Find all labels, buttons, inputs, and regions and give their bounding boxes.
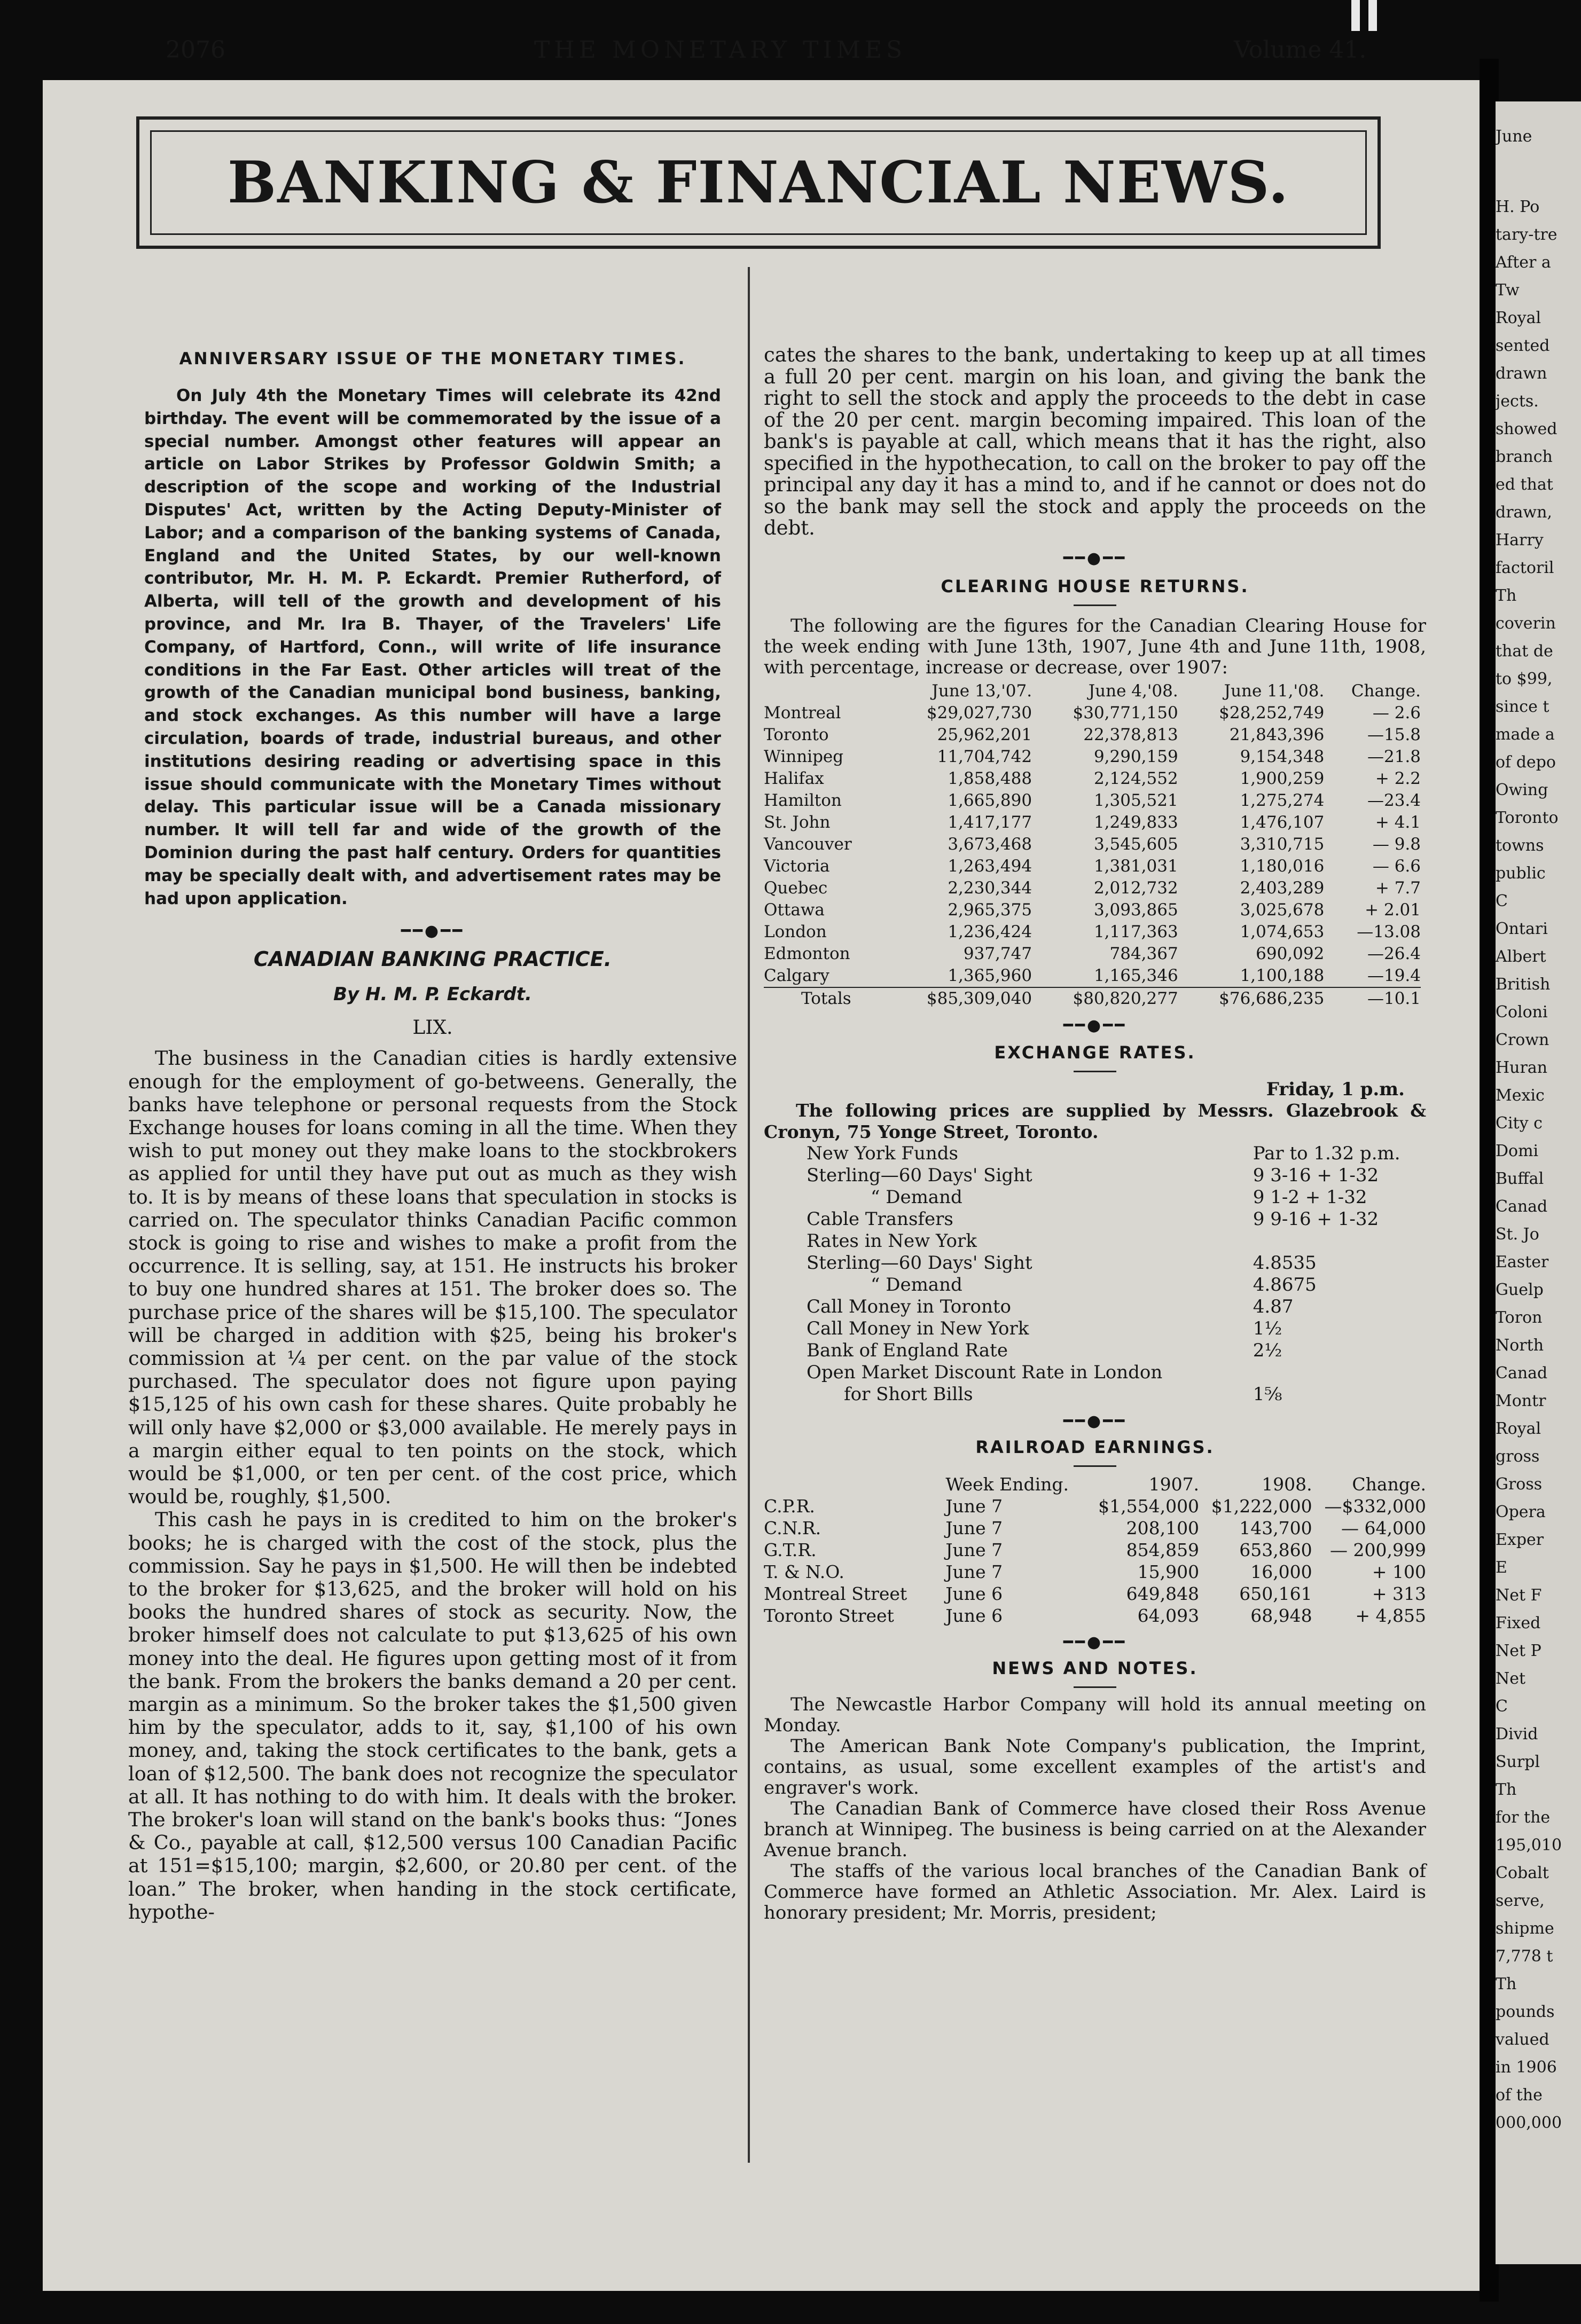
change-value: + 7.7 — [1375, 878, 1421, 898]
exchange-value: 9 1-2 + 1-32 — [1253, 1186, 1367, 1208]
earnings-1907: 649,848 — [1126, 1583, 1200, 1604]
column-rule — [748, 267, 750, 2163]
adjacent-page-line: Net F — [1496, 1586, 1542, 1605]
earnings-1907: $1,554,000 — [1098, 1495, 1200, 1517]
city-name: Calgary — [764, 965, 829, 985]
railroad-name: T. & N.O. — [764, 1561, 844, 1582]
city-name: Quebec — [764, 878, 828, 898]
adjacent-page-line: for the — [1496, 1808, 1551, 1827]
adjacent-page-line: Coloni — [1496, 1003, 1548, 1022]
ornament-divider: ━━●━━ — [1063, 548, 1127, 568]
section-title: BANKING & FINANCIAL NEWS. — [227, 149, 1290, 216]
news-item: The staffs of the various local branches of the Canadian Bank of Commerce have formed an Athletic Association. Mr. Alex. Laird is honorary president; Mr. Morris, president; — [764, 1860, 1426, 1923]
clearing-value: 1,417,177 — [948, 812, 1032, 832]
clearing-value: 1,365,960 — [948, 965, 1032, 985]
clearing-value: 3,673,468 — [948, 834, 1032, 854]
exchange-row — [807, 1187, 1437, 1208]
exchange-row — [807, 1318, 1437, 1340]
exchange-label: “ Demand — [871, 1274, 962, 1296]
earnings-change: —$332,000 — [1324, 1495, 1426, 1517]
city-name: Halifax — [764, 768, 824, 788]
adjacent-page-line: to $99, — [1496, 670, 1553, 688]
adjacent-page-line: made a — [1496, 725, 1555, 744]
adjacent-page-line: pounds — [1496, 2003, 1555, 2021]
totals-value: $85,309,040 — [926, 988, 1032, 1008]
totals-value: $76,686,235 — [1219, 988, 1325, 1008]
city-name: Victoria — [764, 856, 830, 876]
clearing-value: 1,263,494 — [948, 856, 1032, 876]
ornament-divider: ━━●━━ — [1063, 1632, 1127, 1652]
ornament-divider: ━━●━━ — [1063, 1016, 1127, 1035]
adjacent-page-line: in 1906 — [1496, 2058, 1557, 2077]
clearing-value: 11,704,742 — [937, 747, 1032, 766]
clearing-value: 1,074,653 — [1240, 922, 1325, 941]
exchange-value: 1½ — [1253, 1317, 1282, 1339]
banking-practice-para-1: The business in the Canadian cities is hardly extensive enough for the employment of go-betweens. Generally, the banks have telephone or personal requests from the Stock Exchange houses for loans coming in all the time. When they wish to put money out they make loans to the stockbrokers as applied for until they have put out as much as they wish to. It is by means of these loans that speculation in stocks is carried on. The speculator thinks Canadian Pacific common stock is going to rise and wishes to make a profit from the occurrence. It is selling, say, at 151. He instructs his broker to buy one hundred shares at 151. The broker does so. The purchase price of the shares will be $15,100. The speculator will be charged in addition with $25, being his broker's commission at ¼ per cent. on the par value of the stock purchased. The speculator does not figure upon paying $15,125 of his own cash for these shares. Quite probably he will only have $2,000 or $3,000 available. He merely pays in a margin either equal to ten points on the stock, which would be $1,000, or ten per cent. of the cost price, which would be, roughly, $1,500. — [128, 1047, 737, 1509]
adjacent-page-line: Royal — [1496, 1419, 1541, 1438]
column-header: 1907. — [1148, 1473, 1200, 1495]
clearing-heading: CLEARING HOUSE RETURNS. — [941, 576, 1249, 596]
short-rule — [1074, 1465, 1116, 1467]
exchange-label: Call Money in Toronto — [807, 1296, 1011, 1317]
week-ending: June 7 — [945, 1561, 1003, 1582]
short-rule — [1074, 1686, 1116, 1688]
railroad-row — [764, 1605, 1426, 1627]
exchange-row — [807, 1230, 1437, 1252]
clearing-value: 21,843,396 — [1229, 725, 1325, 744]
clearing-value: 1,900,259 — [1240, 768, 1325, 788]
change-value: —23.4 — [1367, 790, 1421, 810]
change-value: — 6.6 — [1372, 856, 1421, 876]
adjacent-page-line: Cobalt — [1496, 1864, 1549, 1882]
clearing-row — [764, 746, 1421, 768]
city-name: Ottawa — [764, 900, 825, 920]
adjacent-page-line: H. Po — [1496, 198, 1540, 216]
exchange-value: 4.8675 — [1253, 1274, 1317, 1296]
news-item: The Newcastle Harbor Company will hold its annual meeting on Monday. — [764, 1693, 1426, 1736]
railroad-name: Toronto Street — [764, 1605, 894, 1626]
change-value: —15.8 — [1367, 725, 1421, 744]
adjacent-page-line: Toronto — [1496, 808, 1559, 827]
exchange-intro: The following prices are supplied by Messrs. Glazebrook & Cronyn, 75 Yonge Street, Toronto. — [764, 1100, 1426, 1142]
adjacent-page-line: Divid — [1496, 1725, 1538, 1744]
clearing-value: 1,665,890 — [948, 790, 1032, 810]
adjacent-page-line: Crown — [1496, 1031, 1549, 1049]
adjacent-page-header: June — [1496, 127, 1532, 146]
adjacent-page-line: Exper — [1496, 1530, 1544, 1549]
clearing-value: 1,305,521 — [1093, 790, 1178, 810]
adjacent-page-line: Canad — [1496, 1364, 1548, 1383]
railroad-name: Montreal Street — [764, 1583, 907, 1604]
exchange-value — [1248, 1362, 1437, 1384]
banking-practice-heading: CANADIAN BANKING PRACTICE. — [253, 947, 612, 971]
adjacent-page-line: Net P — [1496, 1642, 1541, 1660]
exchange-label: Rates in New York — [807, 1230, 977, 1252]
city-name: Winnipeg — [764, 747, 844, 766]
adjacent-page-line: Albert — [1496, 947, 1546, 966]
exchange-row — [807, 1252, 1437, 1274]
exchange-label: Cable Transfers — [807, 1208, 953, 1230]
exchange-label: for Short Bills — [844, 1383, 973, 1405]
railroad-heading: RAILROAD EARNINGS. — [975, 1436, 1215, 1457]
exchange-label: Bank of England Rate — [807, 1339, 1008, 1361]
exchange-label: Call Money in New York — [807, 1317, 1029, 1339]
adjacent-page-line: branch — [1496, 447, 1553, 466]
earnings-1908: 16,000 — [1250, 1561, 1312, 1582]
column-header: June 13,'07. — [932, 681, 1032, 701]
adjacent-page-line: City c — [1496, 1114, 1543, 1133]
earnings-change: + 4,855 — [1355, 1605, 1426, 1626]
clearing-value: 937,747 — [963, 944, 1032, 963]
clearing-row — [764, 790, 1421, 812]
clearing-row — [764, 877, 1421, 899]
railroad-name: G.T.R. — [764, 1539, 817, 1560]
exchange-row — [807, 1384, 1437, 1406]
adjacent-page-line: C — [1496, 1697, 1508, 1716]
adjacent-page-line: Th — [1496, 586, 1517, 605]
banking-practice-para-2: This cash he pays in is credited to him on the broker's books; he is charged with the cost of the stock, plus the commission. Say he pays in $1,500. He will then be indebted to the broker for $13,625, and the broker will hold on his books the hundred shares of stock as security. Now, the broker himself does not calculate to put $13,625 of his own money into the deal. He figures upon getting most of it from the bank. From the brokers the banks demand a 20 per cent. margin as a minimum. So the broker takes the $1,500 given him by the speculator, adds to it, say, $1,100 of his own money, and, taking the stock certificates to the bank, gets a loan of $12,500. The bank does not recognize the speculator at all. It has nothing to do with him. It deals with the broker. The broker's loan will stand on the bank's books thus: “Jones & Co., payable at call, $12,500 versus 100 Canadian Pacific at 151=$15,100; margin, $2,600, or 20.80 per cent. of the loan.” The broker, when handing in the stock certificate, hypothe- — [128, 1508, 737, 1923]
ornament-divider: ━━●━━ — [401, 922, 465, 941]
exchange-value: 4.8535 — [1253, 1252, 1317, 1274]
adjacent-page-line: Canad — [1496, 1197, 1548, 1216]
exchange-row — [807, 1296, 1437, 1318]
earnings-change: — 64,000 — [1341, 1517, 1426, 1538]
earnings-change: + 100 — [1372, 1561, 1426, 1582]
adjacent-page-line: Toron — [1496, 1308, 1543, 1327]
change-value: + 2.2 — [1375, 768, 1421, 788]
clearing-row — [764, 899, 1421, 921]
column-header: June 4,'08. — [1088, 681, 1178, 701]
clearing-value: 9,154,348 — [1240, 747, 1325, 766]
banner-frame — [150, 130, 1367, 235]
news-item: The American Bank Note Company's publication, the Imprint, contains, as usual, some excellent examples of the artist's and engraver's work. — [764, 1735, 1426, 1799]
change-value: + 4.1 — [1375, 812, 1421, 832]
clearing-value: 1,858,488 — [948, 768, 1032, 788]
exchange-value: Par to 1.32 p.m. — [1253, 1142, 1400, 1164]
adjacent-page-edge — [1496, 101, 1581, 2264]
news-item: The Canadian Bank of Commerce have closed their Ross Avenue branch at Winnipeg. The business is being carried on at the Alexander Avenue branch. — [764, 1797, 1426, 1861]
clearing-value: 2,012,732 — [1093, 878, 1178, 898]
adjacent-page-line: Huran — [1496, 1058, 1548, 1077]
short-rule — [1074, 604, 1116, 606]
exchange-value: 1⅝ — [1253, 1383, 1282, 1405]
railroad-row — [764, 1517, 1426, 1539]
railroad-name: C.P.R. — [764, 1495, 815, 1517]
clearing-row — [764, 921, 1421, 943]
adjacent-page-line: Montr — [1496, 1392, 1546, 1410]
clearing-value: 1,100,188 — [1240, 965, 1325, 985]
clearing-row — [764, 812, 1421, 834]
clearing-value: 1,236,424 — [948, 922, 1032, 941]
railroad-row — [764, 1495, 1426, 1517]
exchange-label: New York Funds — [807, 1142, 959, 1164]
adjacent-page-line: 195,010 — [1496, 1836, 1562, 1855]
exchange-label: Open Market Discount Rate in London — [807, 1361, 1163, 1383]
adjacent-page-line: Mexic — [1496, 1086, 1545, 1105]
exchange-value: 4.87 — [1253, 1296, 1294, 1317]
part-number: LIX. — [412, 1017, 453, 1039]
adjacent-page-line: St. Jo — [1496, 1225, 1539, 1244]
clearing-house-table — [764, 680, 1421, 1010]
clearing-row — [764, 943, 1421, 965]
totals-label: Totals — [801, 988, 851, 1008]
railroad-row — [764, 1583, 1426, 1605]
adjacent-page-line: Th — [1496, 1780, 1517, 1799]
clearing-value: $30,771,150 — [1073, 703, 1178, 723]
adjacent-page-line: Harry — [1496, 531, 1544, 549]
adjacent-page-line: showed — [1496, 420, 1557, 438]
adjacent-page-line: After a — [1496, 253, 1551, 272]
adjacent-page-line: Gross — [1496, 1475, 1543, 1494]
clearing-row — [764, 834, 1421, 855]
adjacent-page-line: Fixed — [1496, 1614, 1541, 1632]
volume-label: Volume 41. — [1234, 36, 1367, 64]
exchange-row — [807, 1208, 1437, 1230]
week-ending: June 6 — [945, 1583, 1003, 1604]
news-heading: NEWS AND NOTES. — [992, 1658, 1198, 1678]
column-header: Change. — [1351, 681, 1421, 701]
clearing-value: 1,381,031 — [1093, 856, 1178, 876]
adjacent-page-line: ed that — [1496, 475, 1553, 494]
film-mark — [1368, 0, 1377, 31]
anniversary-heading: ANNIVERSARY ISSUE OF THE MONETARY TIMES. — [179, 349, 686, 368]
adjacent-page-line: drawn, — [1496, 503, 1552, 522]
change-value: —21.8 — [1367, 747, 1421, 766]
change-value: —13.08 — [1357, 922, 1421, 941]
clearing-intro: The following are the figures for the Canadian Clearing House for the week ending with June 13th, 1907, June 4th and June 11th, 1908, with percentage, increase or decrease, over 1907: — [764, 615, 1426, 678]
city-name: Hamilton — [764, 790, 842, 810]
adjacent-page-line: since t — [1496, 697, 1549, 716]
short-rule — [1074, 1071, 1116, 1072]
earnings-1907: 854,859 — [1126, 1539, 1200, 1560]
clearing-value: 3,310,715 — [1240, 834, 1325, 854]
clearing-value: 1,180,016 — [1240, 856, 1325, 876]
film-mark — [1351, 0, 1360, 31]
clearing-value: 2,124,552 — [1093, 768, 1178, 788]
exchange-value: 9 9-16 + 1-32 — [1253, 1208, 1379, 1230]
column-header: Week Ending. — [945, 1473, 1069, 1495]
clearing-value: $28,252,749 — [1219, 703, 1325, 723]
city-name: Edmonton — [764, 944, 850, 963]
exchange-value: 2½ — [1253, 1339, 1282, 1361]
exchange-label: Sterling—60 Days' Sight — [807, 1252, 1032, 1274]
exchange-row — [807, 1165, 1437, 1187]
exchange-label: Sterling—60 Days' Sight — [807, 1164, 1032, 1186]
week-ending: June 7 — [945, 1517, 1003, 1538]
exchange-value: 9 3-16 + 1-32 — [1253, 1164, 1379, 1186]
adjacent-page-line: 000,000 — [1496, 2114, 1562, 2132]
railroad-name: C.N.R. — [764, 1517, 821, 1538]
city-name: Montreal — [764, 703, 841, 723]
earnings-1908: 653,860 — [1239, 1539, 1312, 1560]
clearing-value: 1,476,107 — [1240, 812, 1325, 832]
clearing-value: 784,367 — [1109, 944, 1178, 963]
city-name: St. John — [764, 812, 831, 832]
news-items — [764, 1694, 1426, 1923]
earnings-change: — 200,999 — [1330, 1539, 1426, 1560]
exchange-time: Friday, 1 p.m. — [1266, 1078, 1405, 1100]
clearing-value: 3,545,605 — [1093, 834, 1178, 854]
exchange-row — [807, 1340, 1437, 1362]
clearing-value: 2,965,375 — [948, 900, 1032, 920]
left-column — [128, 278, 737, 1923]
week-ending: June 7 — [945, 1495, 1003, 1517]
adjacent-page-line: Surpl — [1496, 1753, 1540, 1771]
clearing-value: 3,093,865 — [1093, 900, 1178, 920]
exchange-heading: EXCHANGE RATES. — [994, 1042, 1196, 1063]
change-value: — 2.6 — [1372, 703, 1421, 723]
earnings-1907: 208,100 — [1126, 1517, 1200, 1538]
clearing-value: 3,025,678 — [1240, 900, 1325, 920]
adjacent-page-line: valued — [1496, 2030, 1549, 2049]
adjacent-page-line: towns — [1496, 836, 1544, 855]
exchange-rates-table — [807, 1143, 1437, 1406]
clearing-row — [764, 702, 1421, 724]
week-ending: June 6 — [945, 1605, 1003, 1626]
clearing-row — [764, 724, 1421, 746]
ornament-divider: ━━●━━ — [1063, 1411, 1127, 1431]
adjacent-page-line: of the — [1496, 2086, 1543, 2105]
clearing-value: 1,117,363 — [1093, 922, 1178, 941]
column-header: June 11,'08. — [1224, 681, 1325, 701]
adjacent-page-line: factoril — [1496, 559, 1554, 577]
adjacent-page-line: serve, — [1496, 1891, 1545, 1910]
earnings-1908: 143,700 — [1239, 1517, 1312, 1538]
adjacent-page-line: Tw — [1496, 281, 1520, 300]
earnings-1907: 15,900 — [1137, 1561, 1200, 1582]
exchange-row — [807, 1362, 1437, 1384]
city-name: London — [764, 922, 827, 941]
adjacent-page-line: gross — [1496, 1447, 1540, 1466]
column-header: 1908. — [1262, 1473, 1312, 1495]
clearing-value: 1,249,833 — [1093, 812, 1178, 832]
exchange-label: “ Demand — [871, 1186, 962, 1208]
totals-change: —10.1 — [1367, 988, 1421, 1008]
clearing-value: 25,962,201 — [937, 725, 1032, 744]
city-name: Toronto — [764, 725, 829, 744]
adjacent-page-line: 7,778 t — [1496, 1947, 1553, 1966]
adjacent-page-line: public — [1496, 864, 1546, 883]
adjacent-page-line: Net — [1496, 1669, 1526, 1688]
adjacent-page-line: Opera — [1496, 1503, 1546, 1521]
clearing-row — [764, 768, 1421, 790]
adjacent-page-line: Owing — [1496, 781, 1548, 799]
railroad-row — [764, 1539, 1426, 1561]
adjacent-page-line: jects. — [1496, 392, 1539, 411]
earnings-1907: 64,093 — [1137, 1605, 1200, 1626]
railroad-row — [764, 1561, 1426, 1583]
earnings-change: + 313 — [1372, 1583, 1426, 1604]
adjacent-page-line: tary-tre — [1496, 225, 1557, 244]
anniversary-body: On July 4th the Monetary Times will celebrate its 42nd birthday. The event will be commemorated by the issue of a special number. Amongst other features will appear an article on Labor Strikes by Professor Goldwin Smith; a description of the scope and working of the Industrial Disputes' Act, written by the Acting Deputy-Minister of Labor; and a comparison of the banking systems of Canada, England and the United States, by our well-known contributor, Mr. H. M. P. Eckardt. Premier Rutherford, of Alberta, will tell of the growth and development of his province, and Mr. Ira B. Thayer, of the Travelers' Life Company, of Hartford, Conn., will write of life insurance conditions in the Far East. Other articles will treat of the growth of the Canadian municipal bond business, banking, and stock exchanges. As this number will have a large circulation, boards of trade, industrial bureaus, and other institutions desiring reading or advertising space in this issue should communicate with the Monetary Times without delay. This particular issue will be a Canada missionary number. It will tell far and wide of the growth of the Dominion during the past half century. Orders for quantities may be specially dealt with, and advertisement rates may be had upon application. — [144, 386, 721, 908]
change-value: —26.4 — [1367, 944, 1421, 963]
exchange-value — [1248, 1230, 1437, 1252]
railroad-earnings-table — [764, 1473, 1426, 1627]
earnings-1908: $1,222,000 — [1211, 1495, 1312, 1517]
page-number: 2076 — [166, 36, 225, 64]
city-name: Vancouver — [764, 834, 852, 854]
adjacent-page-line: Th — [1496, 1975, 1517, 1993]
totals-value: $80,820,277 — [1073, 988, 1178, 1008]
adjacent-page-line: North — [1496, 1336, 1544, 1355]
adjacent-page-line: shipme — [1496, 1919, 1554, 1938]
clearing-value: 1,165,346 — [1093, 965, 1178, 985]
exchange-row — [807, 1274, 1437, 1296]
clearing-value: 2,403,289 — [1240, 878, 1325, 898]
clearing-value: $29,027,730 — [926, 703, 1032, 723]
adjacent-page-line: sented — [1496, 336, 1550, 355]
adjacent-page-line: Easter — [1496, 1253, 1549, 1271]
column-header: Change. — [1352, 1473, 1426, 1495]
earnings-1908: 650,161 — [1239, 1583, 1312, 1604]
right-column — [764, 344, 1426, 1923]
running-title: THE MONETARY TIMES — [534, 36, 907, 64]
adjacent-page-line: drawn — [1496, 364, 1547, 383]
clearing-value: 1,275,274 — [1240, 790, 1325, 810]
adjacent-page-line: British — [1496, 975, 1551, 994]
change-value: —19.4 — [1367, 965, 1421, 985]
week-ending: June 7 — [945, 1539, 1003, 1560]
clearing-row — [764, 965, 1421, 987]
adjacent-page-line: of depo — [1496, 753, 1556, 772]
adjacent-page-line: Guelp — [1496, 1281, 1544, 1299]
earnings-1908: 68,948 — [1250, 1605, 1312, 1626]
adjacent-page-line: that de — [1496, 642, 1553, 661]
totals-row — [764, 987, 1421, 1010]
adjacent-page-line: Royal — [1496, 309, 1541, 327]
banking-practice-continued: cates the shares to the bank, undertaking to keep up at all times a full 20 per cent. margin on his loan, and giving the bank the right to sell the stock and apply the proceeds to the debt in case of the 20 per cent. margin becoming impaired. This loan of the bank's is payable at call, which means that it has the right, also specified in the hypothecation, to call on the broker to pay off the principal any day it has a mind to, and if he cannot or does not do so the bank may sell the stock and apply the proceeds on the debt. — [764, 343, 1426, 539]
adjacent-page-line: C — [1496, 892, 1508, 910]
change-value: — 9.8 — [1372, 834, 1421, 854]
adjacent-page-line: E — [1496, 1558, 1507, 1577]
adjacent-page-line: Domi — [1496, 1142, 1539, 1160]
clearing-value: 2,230,344 — [948, 878, 1032, 898]
exchange-row — [807, 1143, 1437, 1165]
adjacent-page-line: coverin — [1496, 614, 1556, 633]
adjacent-page-line: Ontari — [1496, 920, 1548, 938]
change-value: + 2.01 — [1365, 900, 1421, 920]
clearing-value: 9,290,159 — [1093, 747, 1178, 766]
clearing-value: 22,378,813 — [1083, 725, 1178, 744]
byline: By H. M. P. Eckardt. — [333, 984, 532, 1006]
adjacent-page-line: Buffal — [1496, 1169, 1544, 1188]
clearing-value: 690,092 — [1256, 944, 1325, 963]
clearing-row — [764, 855, 1421, 877]
section-banner — [136, 116, 1381, 249]
